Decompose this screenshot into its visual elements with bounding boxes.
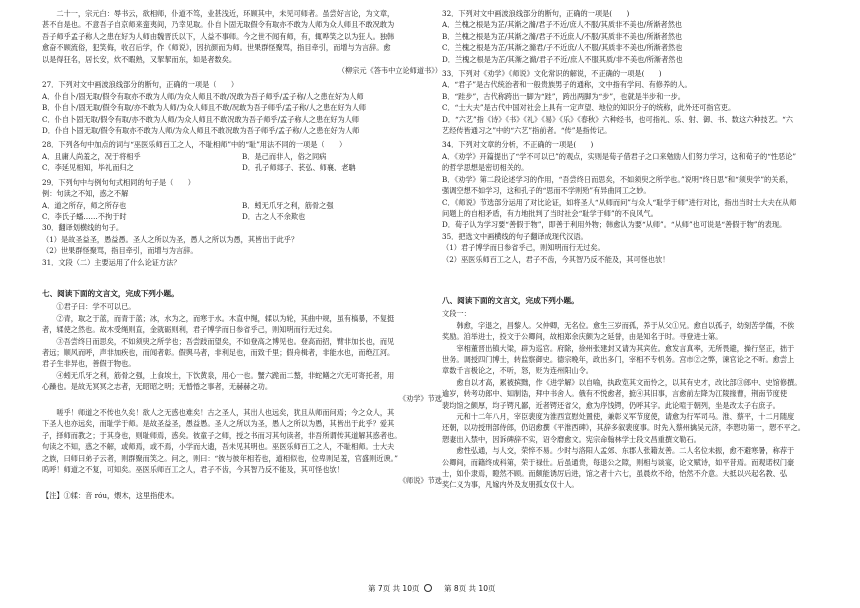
- option-a: A．道之所存，师之所存也: [42, 200, 127, 210]
- option-d: D．古之人不余欺也: [242, 211, 306, 221]
- passage-line: 公卿间，而籍终成科第，荣于禄仕。后虽通贵，每退公之隙，则相与谈宴，论文赋诗，如平昔焉。而观诺权门豪: [442, 457, 795, 467]
- option-b: B．兰槐之根是为芷/其渐之滫/君子不近庶人/不服/其质非不美也/所渐者然也: [442, 31, 683, 41]
- question-29: [42, 177, 442, 223]
- question-stem: 30．翻译划横线的句子。: [42, 223, 124, 233]
- passage-line-wavy: 吾子师乎孟子称人之患在好为人师由魏晋氏以下，人益不事师。今之世不闻有师，有，辄哗笑之以为狂人。独韩: [42, 31, 395, 41]
- passage-line: 韩愈，字退之，昌黎人。父仲卿，无名位。愈生三岁而孤，养于从父①兄。愈自以孤子，幼刻苦学儒，不俟: [442, 320, 795, 330]
- option-d: D．兰槐之根是为芷/其渐之滫/君子不近/庶人不服其质/非不美也/所渐者然也: [442, 54, 683, 64]
- passage-line: 之族，曰师曰弟子云者，则群聚而笑之。问之，则曰：“彼与彼年相若也，道相似也，位卑则足羞，官盛则近谀。”: [42, 453, 398, 463]
- question-30: [42, 222, 442, 256]
- page-footer: [0, 583, 860, 597]
- annotation-note: 【注】①𫐓：音 róu，煨木，这里指使木。: [42, 490, 179, 500]
- page-divider-circle-icon: [424, 584, 432, 592]
- passage-line: 元和十二年八月，宰臣裴度为淮西宣慰处置使，兼彰义军节度使，请愈为行军司马。淮、蔡平，十二月随度: [442, 412, 795, 421]
- option-b-cont: 强调空想不如学习，这和孔子的“思而不学则殆”有异曲同工之妙。: [442, 186, 651, 196]
- passage-line: 下圣人也亦远矣，而耻学于师。是故圣益圣，愚益愚。圣人之所以为圣，愚人之所以为愚，其皆出于此乎？爱其: [42, 419, 395, 429]
- option-a: A．“君子”是古代统治者和一般贵族男子的通称，文中指有学问、有修养的人。: [442, 80, 692, 90]
- passage-line: 士，如仆隶焉，瞪然不顾。而颇能诱厉后进，馆之者十六七，虽晨炊不给，怡然不介意。大抵以兴起名教、弘: [442, 469, 788, 479]
- option-d: D．荀子认为学习要“善假于物”，即善于利用外物；韩愈认为要“从师”。“从师”也可说是“善假于物”的表现。: [442, 220, 787, 230]
- passage-line: 愈自以才高，累被摈黜，作《进学解》以自喻，执政览其文而怜之，以其有史才，改比部③郎中、史馆修撰。: [442, 377, 802, 387]
- option-c: C．仆自卜固无取/假令有取/亦不敢为人师/为众人师且不敢况敢为吾子师乎/孟子称人之患在好为人师: [42, 114, 360, 124]
- option-d: D．孔子师郯子、苌弘、师襄、老聃: [242, 163, 356, 173]
- example-sentence: 例：句读之不知，惑之不解: [42, 189, 129, 199]
- intro-passage: [42, 8, 442, 76]
- option-d-cont: 艺经传皆通习之”中的“六艺”指前者。“传”是指传记。: [442, 126, 612, 136]
- question-stem: 27．下列对文中画波浪线部分的断句，正确的一项是（ ）: [42, 80, 239, 90]
- option-b: B．蚓无爪牙之利，筋骨之强: [242, 200, 334, 210]
- question-stem: 29．下列句中与例句句式相同的句子是（ ）: [42, 177, 195, 187]
- passage-line: 句读之不知，惑之不解，或师焉，或不焉，小学而大遗，吾未见其明也。巫医乐师百工之人，不耻相师。士大夫: [42, 442, 395, 452]
- passage-line: 还朝，以功授刑部侍郎，仍诏愈撰《平淮西碑》，其辞多叙裴度事。时先入蔡州擒吴元济，李愬功第一，愬不平之。: [442, 423, 805, 433]
- question-stem: 34．下列对文章的分析，不正确的一项是( ): [442, 140, 594, 150]
- option-row: [42, 162, 442, 173]
- passage-line: 愬妻出入禁中，因诉碑辞不实，诏令磨愈文。宪宗命翰林学士段文昌重撰文勒石。: [442, 434, 701, 444]
- passage-line: 者远；顺风而呼，声非加疾也，而闻者彰。假舆马者，非利足也，而致千里；假舟楫者，非能水也，而绝江河。: [42, 347, 395, 357]
- option-b: B．“跬步”，古代称跨出一脚为“跬”，跨出两脚为“步”，也就是半步和一步。: [442, 91, 685, 101]
- passage-line: 子，择师而教之；于其身也，则耻师焉，惑矣。彼童子之师，授之书而习其句读者，非吾所谓传其道解其惑者也。: [42, 430, 402, 440]
- passage-line: ②青，取之于蓝，而青于蓝；冰，水为之，而寒于水。木直中绳，𫐓以为轮，其曲中规，虽有槁暴，不复挺: [42, 313, 395, 323]
- option-a: A．兰槐之根是为芷/其渐之滫/君子不近/庶人不服/其质非不美也/所渐者然也: [442, 20, 683, 30]
- passage-line: 愈性弘通，与人交，荣悴不易。少时与洛阳人孟郊、东郡人张籍友善。二人名位未振，愈不避寒暑，称荐于: [442, 446, 795, 456]
- question-32: [442, 8, 842, 65]
- translate-item: （1）是故圣益圣，愚益愚。圣人之所以为圣，愚人之所以为愚，其皆出于此乎？: [42, 234, 299, 244]
- question-35: [442, 231, 842, 265]
- question-28: [42, 139, 442, 173]
- passage-line: 嗟乎！师道之不传也久矣！欲人之无惑也难矣！古之圣人，其出人也远矣，犹且从师而问焉；今之众人，其: [42, 408, 395, 417]
- passage-line: 愈奋不顾流俗，犯笑侮，收召后学，作《师说》，因抗颜而为师。世果群怪聚骂，指目牵引，而增与为言辞。愈: [42, 43, 391, 53]
- passage-line: 宰相董晋出镇大梁，辟为巡官。府除，徐州张建封又请为其宾佐。愈发言真率，无所畏避，操行坚正，拙于: [442, 343, 795, 353]
- translate-item: （1）君子博学而日参省乎己，则知明而行无过矣。: [442, 243, 605, 253]
- passage-line-wavy: 甚不自是也。不意吾子自京师来蛮夷间，乃幸见取。仆自卜固无取假令有取亦不敢为人师为众人师且不敢况敢为: [42, 20, 395, 30]
- section-7: [42, 288, 442, 501]
- page-number-left: 第 7页 共 10页: [368, 584, 420, 593]
- question-stem: 31．文段（二）主要运用了什么论证方法？: [42, 257, 181, 267]
- page-number-right: 第 8页 共 10页: [444, 584, 496, 593]
- passage-line: 裴均馆之颇厚，均子锷凡鄙，近者锷还省父，愈为序饯锷，仍呼其字。此论喧于朝列，坐是改太子右庶子。: [442, 400, 780, 410]
- passage-line: 心躁也。是故无冥冥之志者，无昭昭之明；无惛惛之事者，无赫赫之功。: [42, 382, 273, 392]
- option-b: B．《劝学》第二段论述学习的作用，“吾尝终日而思矣，不如须臾之所学也。”说明“终日思”和“须臾学”的关系，: [442, 174, 793, 184]
- translate-item: （2）巫医乐师百工之人，君子不齿，今其智乃反不能及，其可怪也欤！: [442, 254, 670, 264]
- passage-line: 二十一，宗元白：辱书云，欲相师，仆道不笃，业甚浅近，环顾其中，未见可师者。虽尝好言论，为文章，: [42, 9, 395, 18]
- passage-line: 奖励。洎举进士，投文于公卿间，故相郑余庆颇为之延誉，由是知名于时。寻登进士第。: [442, 332, 723, 342]
- question-stem: 35．把选文中画横线的句子翻译成现代汉语。: [442, 231, 588, 241]
- option-c-cont: 问题上的自相矛盾，有力地批判了当时社会“耻学于师”的不良风气。: [442, 208, 658, 218]
- option-c: C．《师说》节选部分运用了对比论证，如将圣人“从师而问”与众人“耻学于师”进行对比，指出当时士大夫在从师: [442, 197, 797, 207]
- passage-line: 者，𫐓使之然也。故木受绳则直，金就砺则利，君子博学而日参省乎己，则知明而行无过矣。: [42, 325, 337, 335]
- option-c: C．李氏子蟠……不拘于时: [42, 211, 127, 221]
- passage-line: 君子生非异也，善假于物也。: [42, 359, 136, 369]
- question-stem: 28．下列各句中加点的词与“巫医乐师百工之人，不耻相师”中的“耻”用法不同的一项是（ ）: [42, 140, 347, 150]
- option-a-cont: 的哲学思想是密切相关的。: [442, 163, 529, 173]
- option-c: C．兰槐之根是为芷/其渐之滫君/子不近庶/人不服/其质非不美也/所渐者然也: [442, 43, 683, 53]
- section-heading: 七、阅读下面的文言文，完成下列小题。: [42, 288, 179, 298]
- option-row: [42, 200, 442, 211]
- passage-line: 世务。调授四门博士，转监察御史。德宗晚年，政出多门，宰相不专机务。宫市②之弊，谏官论之不听。愈尝上: [442, 354, 795, 364]
- option-a: A．《劝学》开篇提出了“学不可以已”的观点，实则是荀子借君子之口来勉励人们努力学习，这和荀子的“性恶论”: [442, 151, 797, 161]
- passage-source: （柳宗元《答韦中立论师道书》）: [337, 66, 442, 76]
- option-d: D．“六艺”指《诗》《书》《礼》《易》《乐》《春秋》六种经书，也可指礼、乐、射、御、书、数这六种技艺。“六: [442, 114, 793, 124]
- left-page: [42, 8, 442, 580]
- question-stem: 32．下列对文中画波浪线部分的断句，正确的一项是( ): [442, 9, 630, 18]
- option-a: A．且庸人尚羞之，况于将相乎: [42, 151, 141, 161]
- question-34: [442, 139, 842, 230]
- passage-line: ①君子曰：学不可以已。: [42, 302, 136, 312]
- option-c: C．李延见相知，毕礼而归之: [42, 163, 134, 173]
- right-page: [442, 8, 842, 580]
- passage-line: ③吾尝终日而思矣，不如须臾之所学也；吾尝跂而望矣，不如登高之博见也。登高而招，臂非加长也，而见: [42, 336, 395, 346]
- passage-line: 逾岁，转考功郎中、知制诰，拜中书舍人。俄有不悦愈者，摭④其旧事，言愈前左降为江陵掾曹，荆南节度使: [442, 389, 788, 399]
- passage-source: 《劝学》节选: [398, 393, 442, 403]
- question-31: [42, 257, 442, 268]
- section-8: [442, 295, 842, 491]
- passage-line: 呜呼！师道之不复，可知矣。巫医乐师百工之人，君子不齿，今其智乃反不能及，其可怪也欤！: [42, 465, 344, 475]
- passage-line: 以是得狂名，居长安，炊不暇熟，又挈挈而东，如是者数矣。: [42, 54, 237, 64]
- option-a: A．仆自卜/固无取/假令有取亦不敢为人师/为众人师且不敢/况敢为吾子师乎/孟子称/人之患在好为人师: [42, 91, 364, 101]
- option-row: [42, 211, 442, 222]
- question-stem: 33．下列对《劝学》《师说》文化常识的解说，不正确的一项是( ): [442, 69, 662, 79]
- passage-line: 奖仁义为事，凡嫁内外及友朋孤女仅十人。: [442, 480, 579, 490]
- passage-source: 《师说》节选: [398, 476, 442, 486]
- passage-line: 章数千言极论之，不听，怒，贬为连州阳山令。: [442, 366, 593, 376]
- question-27: [42, 79, 442, 136]
- translate-item: （2）世果群怪聚骂，指目牵引，而增与为言辞。: [42, 246, 198, 256]
- section-heading: 八、阅读下面的文言文，完成下列小题。: [442, 295, 579, 305]
- option-c: C．“士大夫”是古代中国对社会上具有一定声望、地位的知识分子的统称，此外还可指官吏。: [442, 103, 736, 113]
- option-b: B．是己而非人，俗之同病: [242, 151, 327, 161]
- question-33: [442, 68, 842, 136]
- option-row: [42, 151, 442, 162]
- option-b: B．仆自卜/固无取/假令有取/亦不敢为人师/为众人师且不敢/况敢为吾子师乎/孟子称/人之患在好为人师: [42, 103, 367, 113]
- passage-line: ④蚓无爪牙之利，筋骨之强，上食埃土，下饮黄泉，用心一也。蟹六跪而二螯，非蛇鳝之穴无可寄托者，用: [42, 370, 395, 380]
- passage-label: 文段一：: [442, 309, 471, 319]
- option-d: D．仆自卜固无取/假令有取亦不敢为人师/为众人师且不敢况敢为吾子师乎/孟子称/人之患在好为人师: [42, 126, 360, 136]
